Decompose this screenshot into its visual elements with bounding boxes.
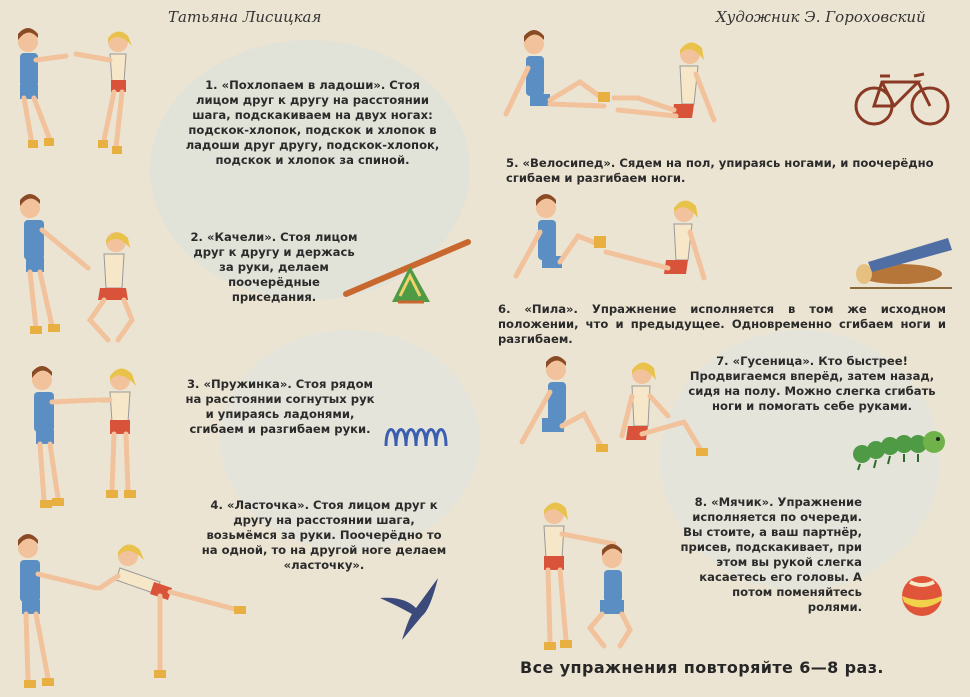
ball-icon <box>900 574 944 618</box>
exercise-text: «Качели». Стоя лицом друг к другу и держась за руки, делаем поочерёдные приседания. <box>193 230 358 304</box>
exercise-3 <box>185 377 375 437</box>
exercise-2 <box>185 230 363 305</box>
exercise-5 <box>506 156 946 186</box>
bicycle-icon <box>852 66 952 128</box>
caterpillar-icon <box>850 426 950 472</box>
seesaw-icon <box>340 232 480 312</box>
exercise-text: «Пила». Упражнение исполняется в том же исходном положении, что и предыдущее. Одновременно сгибаем ноги и разгибаем. <box>498 302 946 346</box>
exercise-number: 6. <box>498 302 511 316</box>
exercise-8 <box>676 495 862 615</box>
artist-credit: Художник Э. Гороховский <box>716 8 926 26</box>
exercise-number: 5. <box>506 156 519 170</box>
coil-spring-icon <box>382 422 452 452</box>
exercise-text: «Ласточка». Стоя лицом друг к другу на расстоянии шага, возьмёмся за руки. Поочерёдно то на одной, то на другой ноге делаем «ласточку». <box>201 498 447 572</box>
exercise-6 <box>498 302 946 347</box>
swallow-pose-children-illustration <box>0 530 260 695</box>
swallow-bird-icon <box>378 574 448 644</box>
saw-log-icon <box>848 232 958 292</box>
swings-children-illustration <box>0 190 180 350</box>
exercise-text: «Пружинка». Стоя рядом на расстоянии согнутых рук и упираясь ладонями, сгибаем и разгибаем руки. <box>185 377 375 436</box>
exercise-text: «Гусеница». Кто быстрее! Продвигаемся вперёд, затем назад, сидя на полу. Можно слегка сгибать ноги и помогать себе руками. <box>688 354 936 413</box>
exercise-number: 2. <box>190 230 203 244</box>
bicycle-exercise-illustration <box>498 28 728 138</box>
exercise-number: 1. <box>205 78 218 92</box>
exercise-text: «Похлопаем в ладоши». Стоя лицом друг к другу на расстоянии шага, подскакиваем на двух ногах: подскок-хлопок, подскок и хлопок в ладоши друг другу, подскок-хлопок, подскок и хлопок за спиной. <box>185 78 440 167</box>
exercise-text: «Мячик». Упражнение исполняется по очереди. Вы стоите, а ваш партнёр, присев, подскакивает, при этом вы рукой слегка касаетесь его головы. А потом поменяйтесь ролями. <box>680 495 862 614</box>
exercise-number: 3. <box>186 377 200 391</box>
repeat-instruction: Все упражнения повторяйте 6—8 раз. <box>520 658 884 677</box>
exercise-1 <box>185 78 440 168</box>
saw-exercise-illustration <box>506 196 726 296</box>
ball-exercise-illustration <box>520 496 670 661</box>
caterpillar-exercise-illustration <box>512 356 722 466</box>
spring-push-children-illustration <box>0 360 180 520</box>
exercise-number: 4. <box>210 498 223 512</box>
exercise-number: 8. <box>694 495 708 509</box>
clapping-children-illustration <box>0 20 170 180</box>
author-credit: Татьяна Лисицкая <box>168 8 322 26</box>
exercise-text: «Велосипед». Сядем на пол, упираясь ногами, и поочерёдно сгибаем и разгибаем ноги. <box>506 156 934 185</box>
exercise-number: 7. <box>716 354 729 368</box>
